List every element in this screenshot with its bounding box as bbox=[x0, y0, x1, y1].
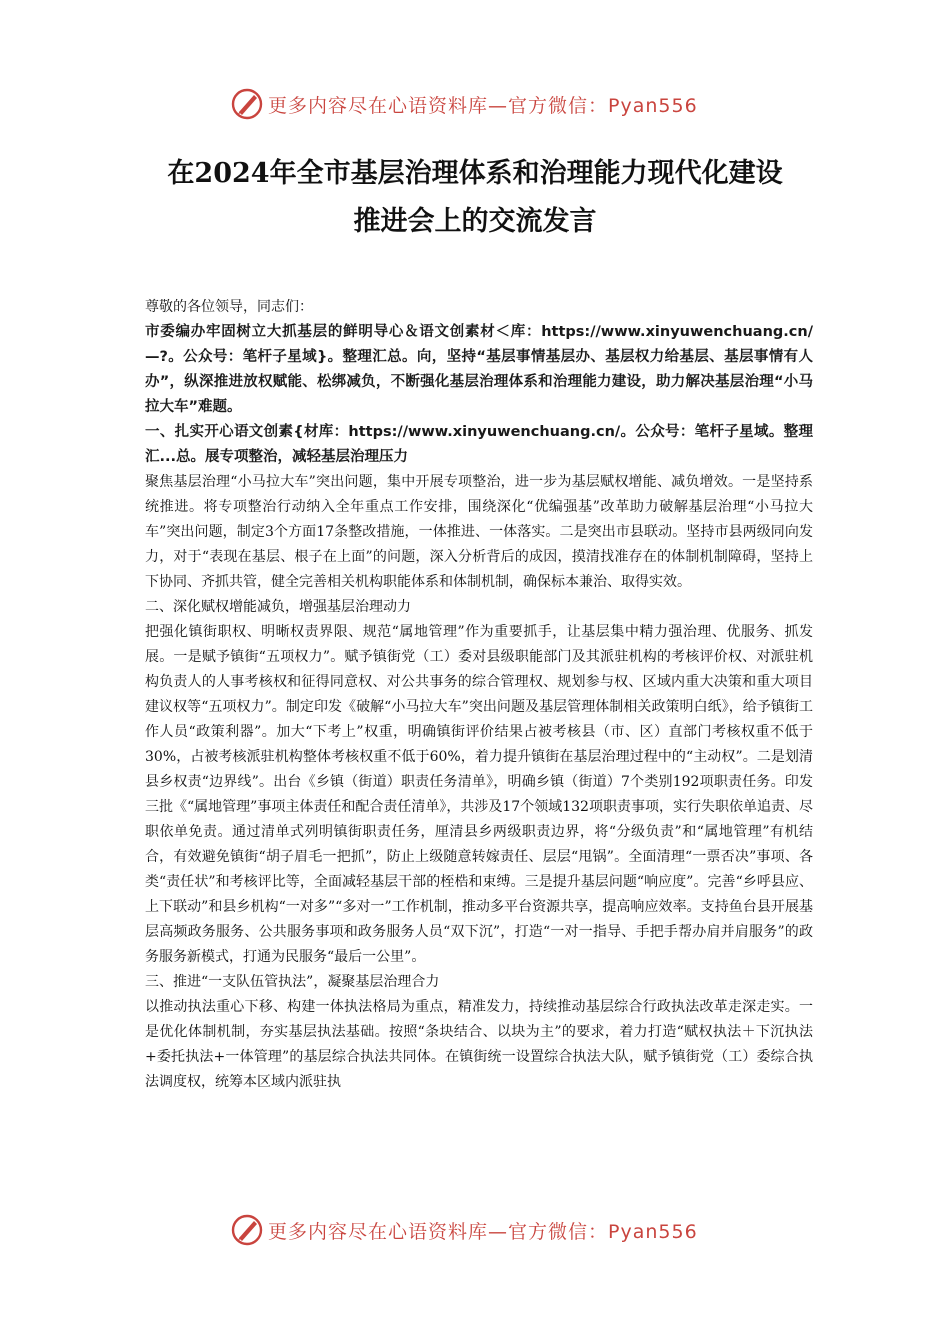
title-line-2: 推进会上的交流发言 bbox=[353, 206, 597, 237]
section-2-paragraph: 把强化镇街职权、明晰权责界限、规范“属地管理”作为重要抓手，让基层集中精力强治理、优服务、抓发展。一是赋予镇街“五项权力”。赋予镇街党（工）委对县级职能部门及其派驻机构的考核评价权、对派驻机构负责人的人事考核权和征得同意权、对公共事务的综合管理权、规划参与权、区域内重大决策和重大项目建议权等“五项权力”。制定印发《破解“小马拉大车”突出问题及基层管理体制相关政策明白纸》，给予镇街工作人员“政策利器”。加大“下考上”权重，明确镇街评价结果占被考核县（市、区）直部门考核权重不低于30%，占被考核派驻机构整体考核权重不低于60%，着力提升镇街在基层治理过程中的“主动权”。二是划清县乡权责“边界线”。出台《乡镇（街道）职责任务清单》，明确乡镇（街道）7个类别192项职责任务。印发三批《“属地管理”事项主体责任和配合责任清单》，共涉及17个领域132项职责事项，实行失职依单追责、尽职依单免责。通过清单式列明镇街职责任务，厘清县乡两级职责边界，将“分级负责”和“属地管理”有机结合，有效避免镇街“胡子眉毛一把抓”，防止上级随意转嫁责任、层层“甩锅”。全面清理“一票否决”事项、各类“责任状”和考核评比等，全面减轻基层干部的桎梏和束缚。三是提升基层问题“响应度”。完善“乡呼县应、上下联动”和县乡机构“一对多”“多对一”工作机制，推动多平台资源共享，提高响应效率。支持鱼台县开展基层高频政务服务、公共服务事项和政务服务人员“双下沉”，打造“一对一指导、手把手帮办肩并肩服务”的政务服务新模式，打通为民服务“最后一公里”。 bbox=[145, 624, 813, 965]
section-heading-1: 一、扎实开心语文创素{材库：https://www.xinyuwenchuang.cn/。公众号：笔杆子星域。整理汇...总。展专项整治，减轻基层治理压力 bbox=[145, 424, 813, 465]
section-heading-2: 二、深化赋权增能减负，增强基层治理动力 bbox=[145, 599, 411, 615]
section-3-paragraph: 以推动执法重心下移、构建一体执法格局为重点，精准发力，持续推动基层综合行政执法改革走深走实。一是优化体制机制，夯实基层执法基础。按照“条块结合、以块为主”的要求，着力打造“赋权执法＋下沉执法+委托执法+一体管理”的基层综合执法共同体。在镇街统一设置综合执法大队，赋予镇街党（工）委综合执法调度权，统筹本区域内派驻执 bbox=[145, 999, 813, 1090]
watermark-header bbox=[230, 86, 698, 122]
pen-circle-logo bbox=[230, 1213, 264, 1247]
salutation: 尊敬的各位领导，同志们： bbox=[145, 299, 313, 315]
section-1-paragraph: 聚焦基层治理“小马拉大车”突出问题，集中开展专项整治，进一步为基层赋权增能、减负增效。一是坚持系统推进。将专项整治行动纳入全年重点工作安排，围绕深化“优编强基”改革助力破解基层治理“小马拉大车”突出问题，制定3个方面17条整改措施，一体推进、一体落实。二是突出市县联动。坚持市县两级同向发力，对于“表现在基层、根子在上面”的问题，深入分析背后的成因，摸清找准存在的体制机制障碍，坚持上下协同、齐抓共管，健全完善相关机构职能体系和体制机制，确保标本兼治、取得实效。 bbox=[145, 474, 813, 590]
document-title bbox=[120, 150, 830, 246]
watermark-footer bbox=[230, 1212, 698, 1248]
intro-paragraph: 市委编办牢固树立大抓基层的鲜明导心＆语文创素材＜库：https://www.xinyuwenchuang.cn/—?。公众号：笔杆子星域}。整理汇总。向，坚持“基层事情基层办、基层权力给基层、基层事情有人办”，纵深推进放权赋能、松绑减负，不断强化基层治理体系和治理能力建设，助力解决基层治理“小马拉大车”难题。 bbox=[145, 324, 813, 415]
watermark-text: 更多内容尽在心语资料库—官方微信：Pyan556 bbox=[268, 94, 698, 117]
section-heading-3: 三、推进“一支队伍管执法”，凝聚基层治理合力 bbox=[145, 974, 440, 990]
watermark-text: 更多内容尽在心语资料库—官方微信：Pyan556 bbox=[268, 1220, 698, 1243]
title-line-1: 在2024年全市基层治理体系和治理能力现代化建设 bbox=[167, 158, 783, 189]
document-body bbox=[145, 295, 813, 1095]
pen-circle-logo bbox=[230, 87, 264, 121]
